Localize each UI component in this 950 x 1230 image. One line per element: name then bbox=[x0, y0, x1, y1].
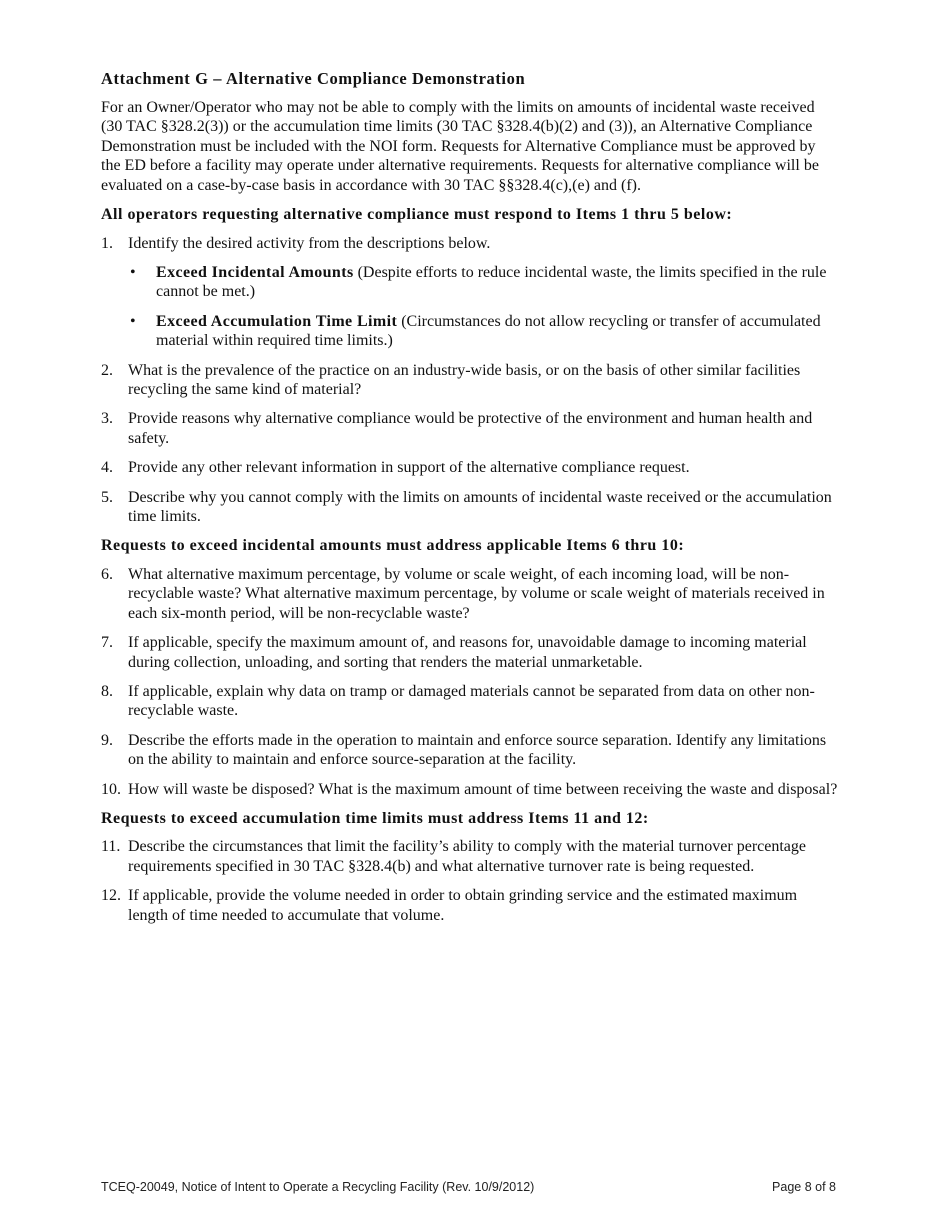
bullet-item bbox=[128, 263, 839, 302]
bullet-text: (Despite efforts to reduce incidental waste, the limits specified in the rule cannot be met.) bbox=[156, 263, 827, 301]
list-item bbox=[101, 488, 839, 527]
item-number: 12. bbox=[101, 887, 121, 905]
item-text: How will waste be disposed? What is the maximum amount of time between receiving the waste and disposal? bbox=[128, 780, 838, 798]
document-page bbox=[101, 68, 839, 935]
item-text: If applicable, provide the volume needed in order to obtain grinding service and the estimated maximum length of time needed to accumulate that volume. bbox=[128, 887, 798, 924]
section-heading-2: Requests to exceed incidental amounts must address applicable Items 6 thru 10: bbox=[101, 537, 685, 555]
section-3-list bbox=[101, 837, 839, 925]
item-text: If applicable, explain why data on tramp or damaged materials cannot be separated from data on other non-recyclable waste. bbox=[128, 682, 815, 720]
bullet-title: Exceed Accumulation Time Limit bbox=[156, 312, 398, 330]
section-heading-3: Requests to exceed accumulation time limits must address Items 11 and 12: bbox=[101, 809, 649, 827]
item-text: If applicable, specify the maximum amount of, and reasons for, unavoidable damage to incoming material during collection, unloading, and sorting that renders the material unmarketable. bbox=[128, 634, 807, 671]
bullet-icon: • bbox=[130, 263, 136, 281]
item-number: 2. bbox=[101, 361, 113, 379]
item-text: What is the prevalence of the practice on an industry-wide basis, or on the basis of other similar facilities recycling the same kind of material? bbox=[128, 361, 801, 398]
item-number: 6. bbox=[101, 565, 113, 583]
section-1-list bbox=[101, 234, 839, 527]
page-number: Page 8 of 8 bbox=[772, 1180, 836, 1194]
list-item bbox=[101, 837, 839, 876]
item-text: Provide reasons why alternative compliance would be protective of the environment and human health and safety. bbox=[128, 410, 813, 447]
list-item bbox=[101, 633, 839, 672]
item-text: What alternative maximum percentage, by volume or scale weight, of each incoming load, will be non-recyclable waste? What alternative maximum percentage, by volume or scale weight of materials received in each six-month period, will be non-recyclable waste? bbox=[128, 565, 825, 622]
list-item bbox=[101, 361, 839, 400]
page-footer bbox=[101, 1180, 836, 1194]
item-text: Describe why you cannot comply with the limits on amounts of incidental waste received or the accumulation time limits. bbox=[128, 488, 832, 525]
page-title: Attachment G – Alternative Compliance Demonstration bbox=[101, 69, 526, 88]
bullet-icon: • bbox=[130, 312, 136, 330]
item-number: 1. bbox=[101, 234, 113, 252]
item-text: Describe the efforts made in the operation to maintain and enforce source separation. Identify any limitations on the ability to maintain and enforce source-separation at the facility. bbox=[128, 731, 827, 769]
bullet-title: Exceed Incidental Amounts bbox=[156, 263, 354, 281]
bullet-text: (Circumstances do not allow recycling or transfer of accumulated material within required time limits.) bbox=[156, 312, 821, 350]
item-text: Provide any other relevant information in support of the alternative compliance request. bbox=[128, 459, 690, 477]
item-number: 10. bbox=[101, 780, 121, 798]
item-text: Identify the desired activity from the descriptions below. bbox=[128, 234, 491, 252]
item-number: 9. bbox=[101, 731, 113, 749]
list-item bbox=[101, 458, 839, 477]
list-item bbox=[101, 731, 839, 770]
section-heading-1: All operators requesting alternative compliance must respond to Items 1 thru 5 below: bbox=[101, 206, 733, 224]
list-item bbox=[101, 234, 839, 351]
item-number: 11. bbox=[101, 838, 121, 856]
item-number: 4. bbox=[101, 459, 113, 477]
footer-form-id: TCEQ-20049, Notice of Intent to Operate a Recycling Facility (Rev. 10/9/2012) bbox=[101, 1180, 535, 1194]
item-number: 8. bbox=[101, 682, 113, 700]
intro-paragraph: For an Owner/Operator who may not be able to comply with the limits on amounts of incidental waste received (30 TAC §328.2(3)) or the accumulation time limits (30 TAC §328.4(b)(2) and (3)), an Alternative Compliance Demonstration must be included with the NOI form. Requests for Alternative Compliance must be approved by the ED before a facility may operate under alternative requirements. Requests for alternative compliance will be evaluated on a case-by-case basis in accordance with 30 TAC §§328.4(c),(e) and (f). bbox=[101, 99, 819, 194]
list-item bbox=[101, 565, 839, 623]
list-item bbox=[101, 409, 839, 448]
item-number: 5. bbox=[101, 488, 113, 506]
list-item bbox=[101, 682, 839, 721]
item-text: Describe the circumstances that limit the facility’s ability to comply with the material turnover percentage requirements specified in 30 TAC §328.4(b) and what alternative turnover rate is being requested. bbox=[128, 838, 806, 875]
item-number: 3. bbox=[101, 410, 113, 428]
bullet-item bbox=[128, 312, 839, 351]
item-number: 7. bbox=[101, 634, 113, 652]
list-item bbox=[101, 886, 839, 925]
section-2-list bbox=[101, 565, 839, 799]
list-item bbox=[101, 780, 839, 799]
activity-bullets bbox=[128, 263, 839, 351]
